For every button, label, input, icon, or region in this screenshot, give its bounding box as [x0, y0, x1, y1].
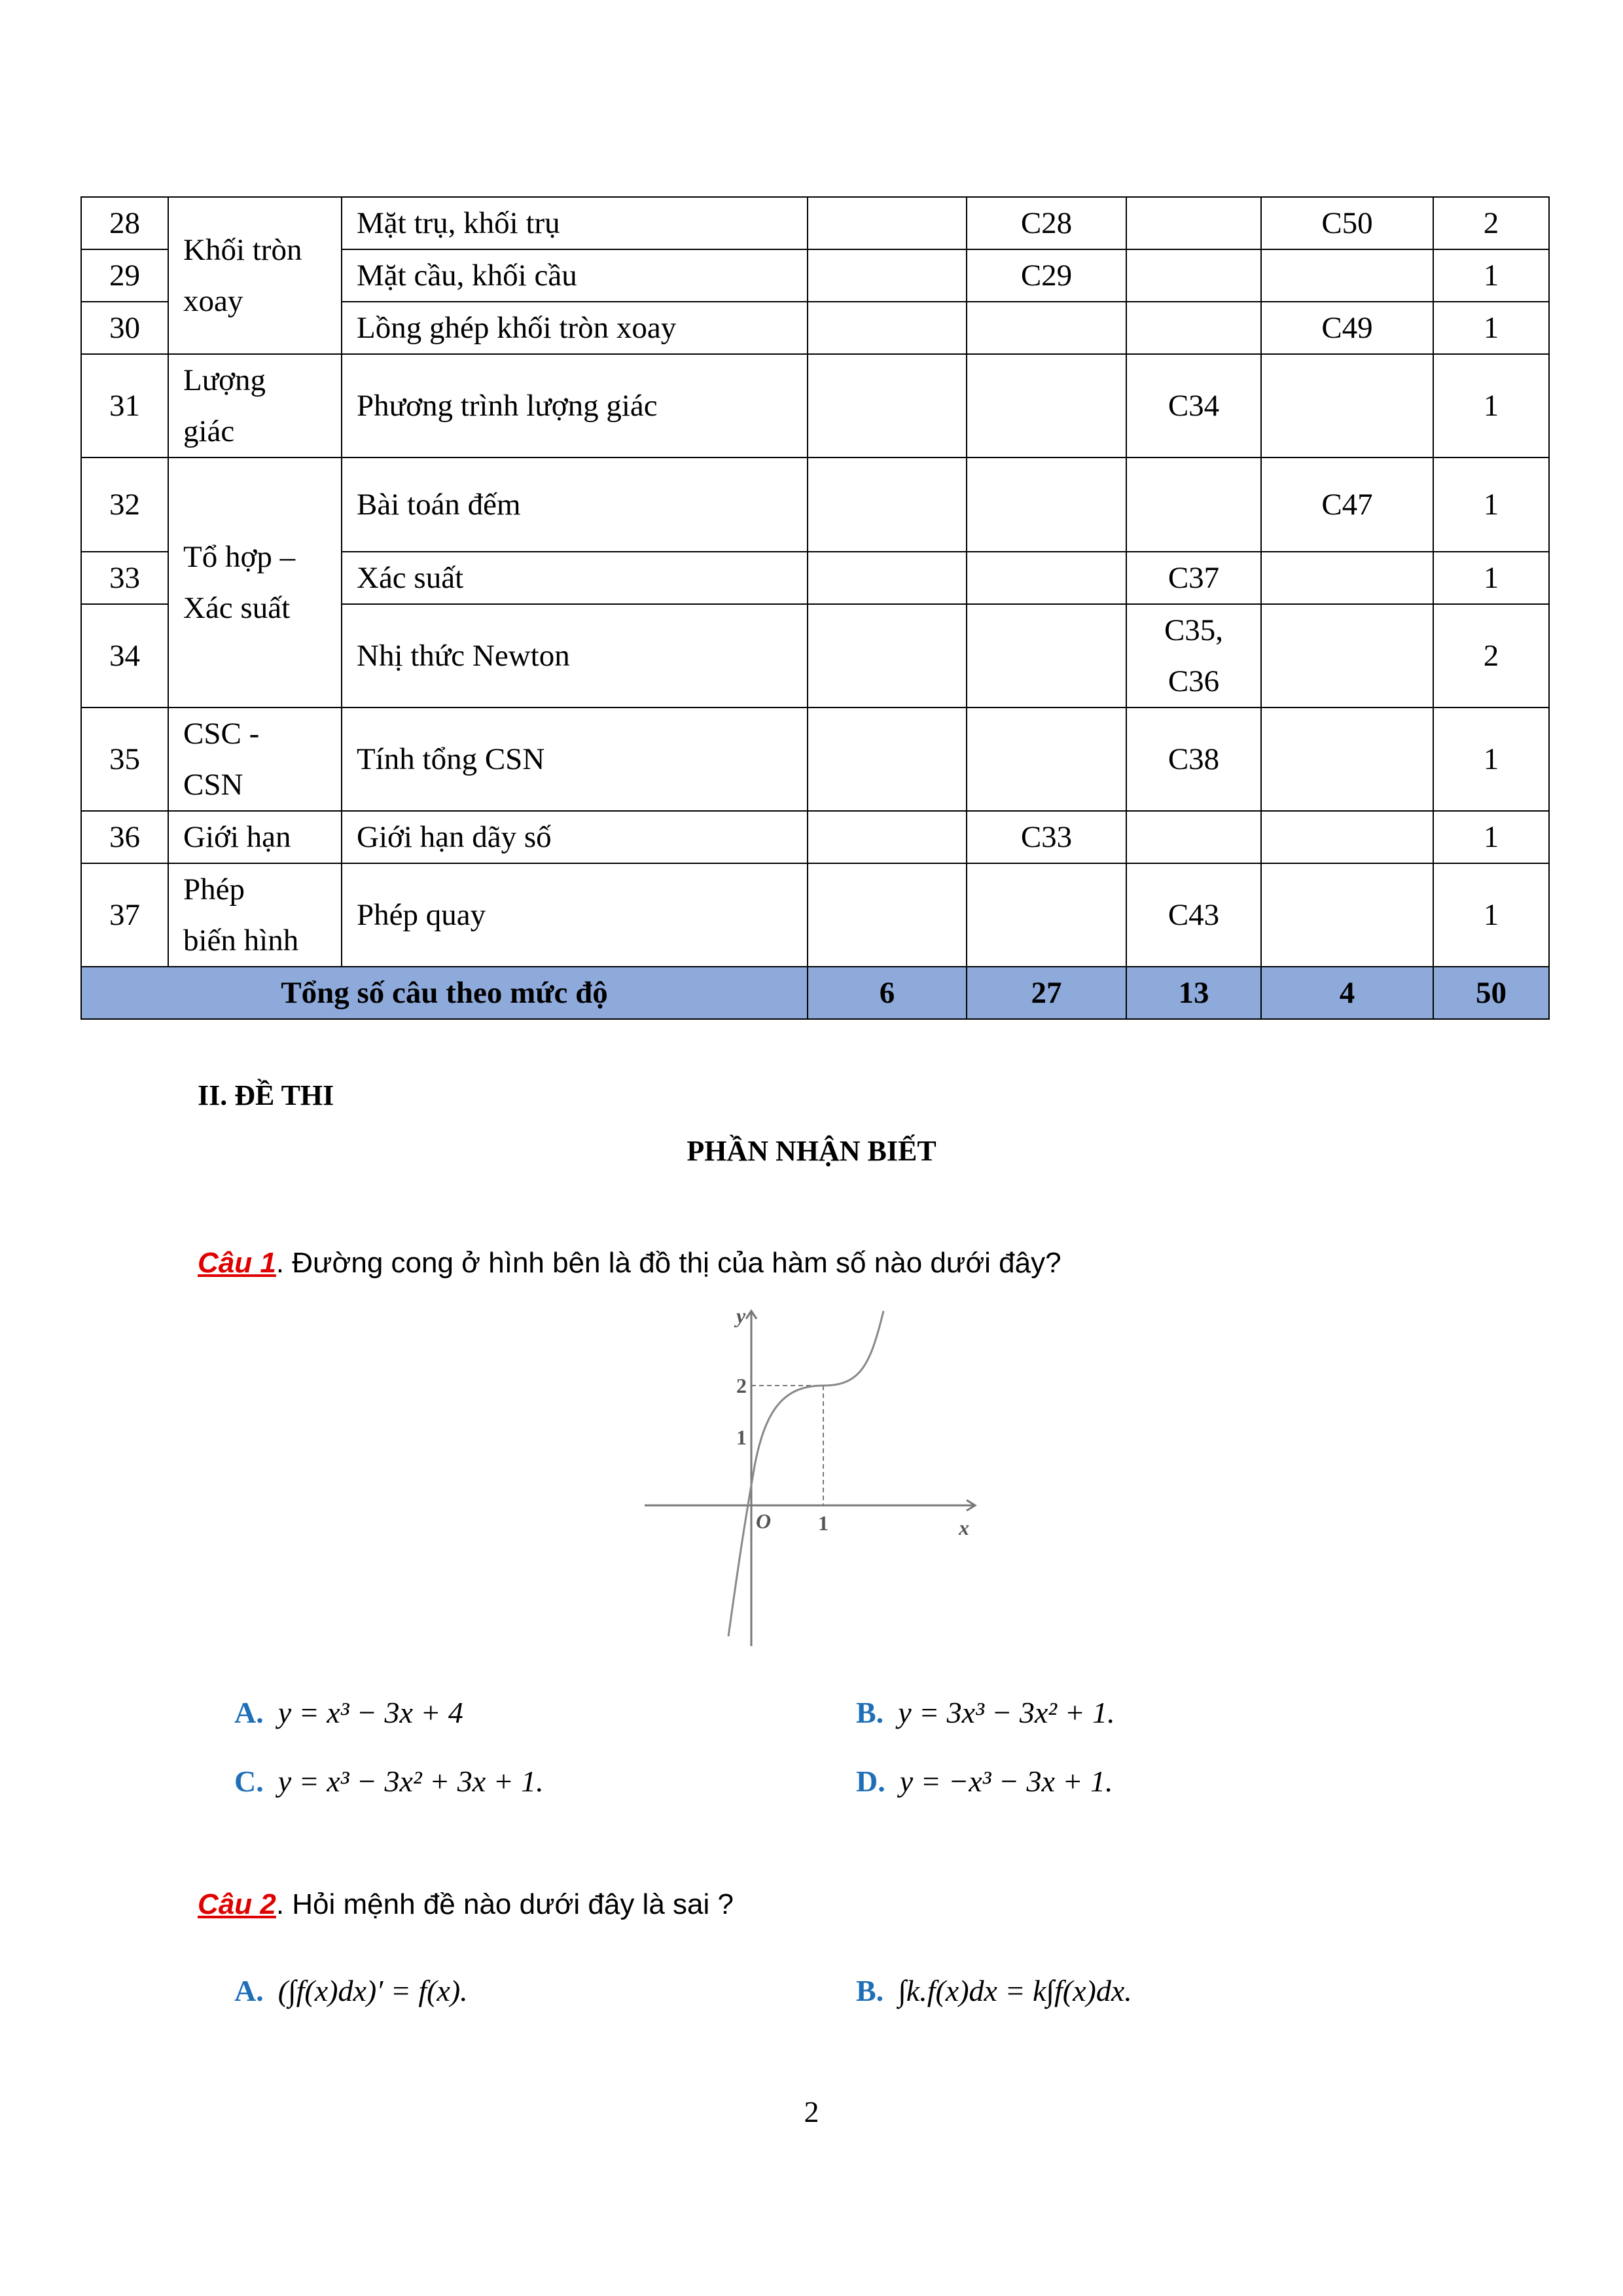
y-tick-2: 2	[736, 1374, 747, 1397]
total-level-2: 27	[967, 967, 1126, 1019]
level-1-cell	[808, 249, 967, 302]
question-1	[198, 1247, 1061, 1280]
level-2-cell	[967, 863, 1126, 967]
x-tick-1: 1	[818, 1511, 829, 1535]
row-number: 37	[81, 863, 168, 967]
total-level-4: 4	[1261, 967, 1433, 1019]
level-2-cell: C33	[967, 811, 1126, 863]
level-3-cell	[1126, 197, 1261, 249]
row-number: 35	[81, 708, 168, 811]
row-total: 1	[1433, 708, 1549, 811]
row-total: 1	[1433, 863, 1549, 967]
section-heading: II. ĐỀ THI	[198, 1079, 334, 1111]
matrix-table	[80, 196, 1550, 1020]
row-total: 2	[1433, 604, 1549, 708]
level-2-cell	[967, 354, 1126, 457]
function-graph	[645, 1306, 985, 1646]
row-total: 1	[1433, 457, 1549, 552]
content-cell: Mặt trụ, khối trụ	[342, 197, 808, 249]
table-row	[81, 811, 1549, 863]
level-4-cell: C50	[1261, 197, 1433, 249]
level-3-cell	[1126, 457, 1261, 552]
row-number: 28	[81, 197, 168, 249]
row-total: 1	[1433, 302, 1549, 354]
origin-label: O	[756, 1509, 772, 1533]
question-1-text: . Đường cong ở hình bên là đồ thị của hàm số nào dưới đây?	[276, 1247, 1061, 1279]
level-1-cell	[808, 354, 967, 457]
content-cell: Xác suất	[342, 552, 808, 604]
level-3-cell	[1126, 811, 1261, 863]
content-cell: Nhị thức Newton	[342, 604, 808, 708]
page-number: 2	[804, 2095, 819, 2128]
level-3-cell: C43	[1126, 863, 1261, 967]
q1-option-b[interactable]: B. y = 3x³ − 3x² + 1.	[856, 1696, 1115, 1729]
question-2-text: . Hỏi mệnh đề nào dưới đây là sai ?	[276, 1888, 734, 1920]
level-3-cell: C34	[1126, 354, 1261, 457]
level-1-cell	[808, 457, 967, 552]
level-4-cell	[1261, 552, 1433, 604]
level-4-cell: C49	[1261, 302, 1433, 354]
table-row	[81, 197, 1549, 249]
level-2-cell	[967, 457, 1126, 552]
level-1-cell	[808, 863, 967, 967]
y-tick-1: 1	[736, 1426, 747, 1449]
level-4-cell	[1261, 249, 1433, 302]
level-1-cell	[808, 708, 967, 811]
row-number: 34	[81, 604, 168, 708]
row-total: 1	[1433, 811, 1549, 863]
row-total: 2	[1433, 197, 1549, 249]
content-cell: Bài toán đếm	[342, 457, 808, 552]
row-number: 33	[81, 552, 168, 604]
y-axis-label: y	[736, 1306, 746, 1327]
q1-option-c[interactable]: C. y = x³ − 3x² + 3x + 1.	[234, 1765, 544, 1798]
content-cell: Giới hạn dãy số	[342, 811, 808, 863]
total-row	[81, 967, 1549, 1019]
row-number: 36	[81, 811, 168, 863]
content-cell: Tính tổng CSN	[342, 708, 808, 811]
table-row	[81, 863, 1549, 967]
topic-cell: Lượng giác	[168, 354, 342, 457]
table-row	[81, 708, 1549, 811]
grand-total: 50	[1433, 967, 1549, 1019]
level-1-cell	[808, 302, 967, 354]
level-4-cell	[1261, 708, 1433, 811]
level-2-cell	[967, 708, 1126, 811]
level-1-cell	[808, 811, 967, 863]
level-1-cell	[808, 604, 967, 708]
q2-option-a[interactable]: A. (∫f(x)dx)′ = f(x).	[234, 1974, 468, 2007]
table-row	[81, 457, 1549, 552]
content-cell: Mặt cầu, khối cầu	[342, 249, 808, 302]
row-total: 1	[1433, 552, 1549, 604]
topic-cell: Giới hạn	[168, 811, 342, 863]
level-3-cell: C35, C36	[1126, 604, 1261, 708]
content-cell: Phương trình lượng giác	[342, 354, 808, 457]
total-label: Tổng số câu theo mức độ	[81, 967, 808, 1019]
level-2-cell	[967, 552, 1126, 604]
question-2	[198, 1888, 734, 1921]
level-4-cell	[1261, 811, 1433, 863]
level-3-cell	[1126, 302, 1261, 354]
topic-cell: Tổ hợp – Xác suất	[168, 457, 342, 708]
level-1-cell	[808, 552, 967, 604]
topic-cell: Khối tròn xoay	[168, 197, 342, 354]
question-1-label: Câu 1	[198, 1247, 276, 1279]
q2-option-b[interactable]: B. ∫k.f(x)dx = k∫f(x)dx.	[856, 1974, 1132, 2007]
level-4-cell	[1261, 604, 1433, 708]
question-2-label: Câu 2	[198, 1888, 276, 1920]
q1-option-d[interactable]: D. y = −x³ − 3x + 1.	[856, 1765, 1113, 1798]
row-total: 1	[1433, 249, 1549, 302]
part-heading: PHẦN NHẬN BIẾT	[687, 1135, 936, 1167]
x-axis-label: x	[959, 1516, 969, 1539]
level-3-cell	[1126, 249, 1261, 302]
q1-option-a[interactable]: A. y = x³ − 3x + 4	[234, 1696, 463, 1729]
content-cell: Phép quay	[342, 863, 808, 967]
level-2-cell	[967, 302, 1126, 354]
level-3-cell: C37	[1126, 552, 1261, 604]
level-2-cell: C29	[967, 249, 1126, 302]
topic-cell: CSC - CSN	[168, 708, 342, 811]
topic-cell: Phép biến hình	[168, 863, 342, 967]
level-4-cell	[1261, 863, 1433, 967]
row-number: 31	[81, 354, 168, 457]
row-number: 32	[81, 457, 168, 552]
row-total: 1	[1433, 354, 1549, 457]
level-4-cell: C47	[1261, 457, 1433, 552]
level-4-cell	[1261, 354, 1433, 457]
level-2-cell: C28	[967, 197, 1126, 249]
level-2-cell	[967, 604, 1126, 708]
table-row	[81, 354, 1549, 457]
content-cell: Lồng ghép khối tròn xoay	[342, 302, 808, 354]
total-level-3: 13	[1126, 967, 1261, 1019]
level-1-cell	[808, 197, 967, 249]
row-number: 29	[81, 249, 168, 302]
level-3-cell: C38	[1126, 708, 1261, 811]
total-level-1: 6	[808, 967, 967, 1019]
row-number: 30	[81, 302, 168, 354]
